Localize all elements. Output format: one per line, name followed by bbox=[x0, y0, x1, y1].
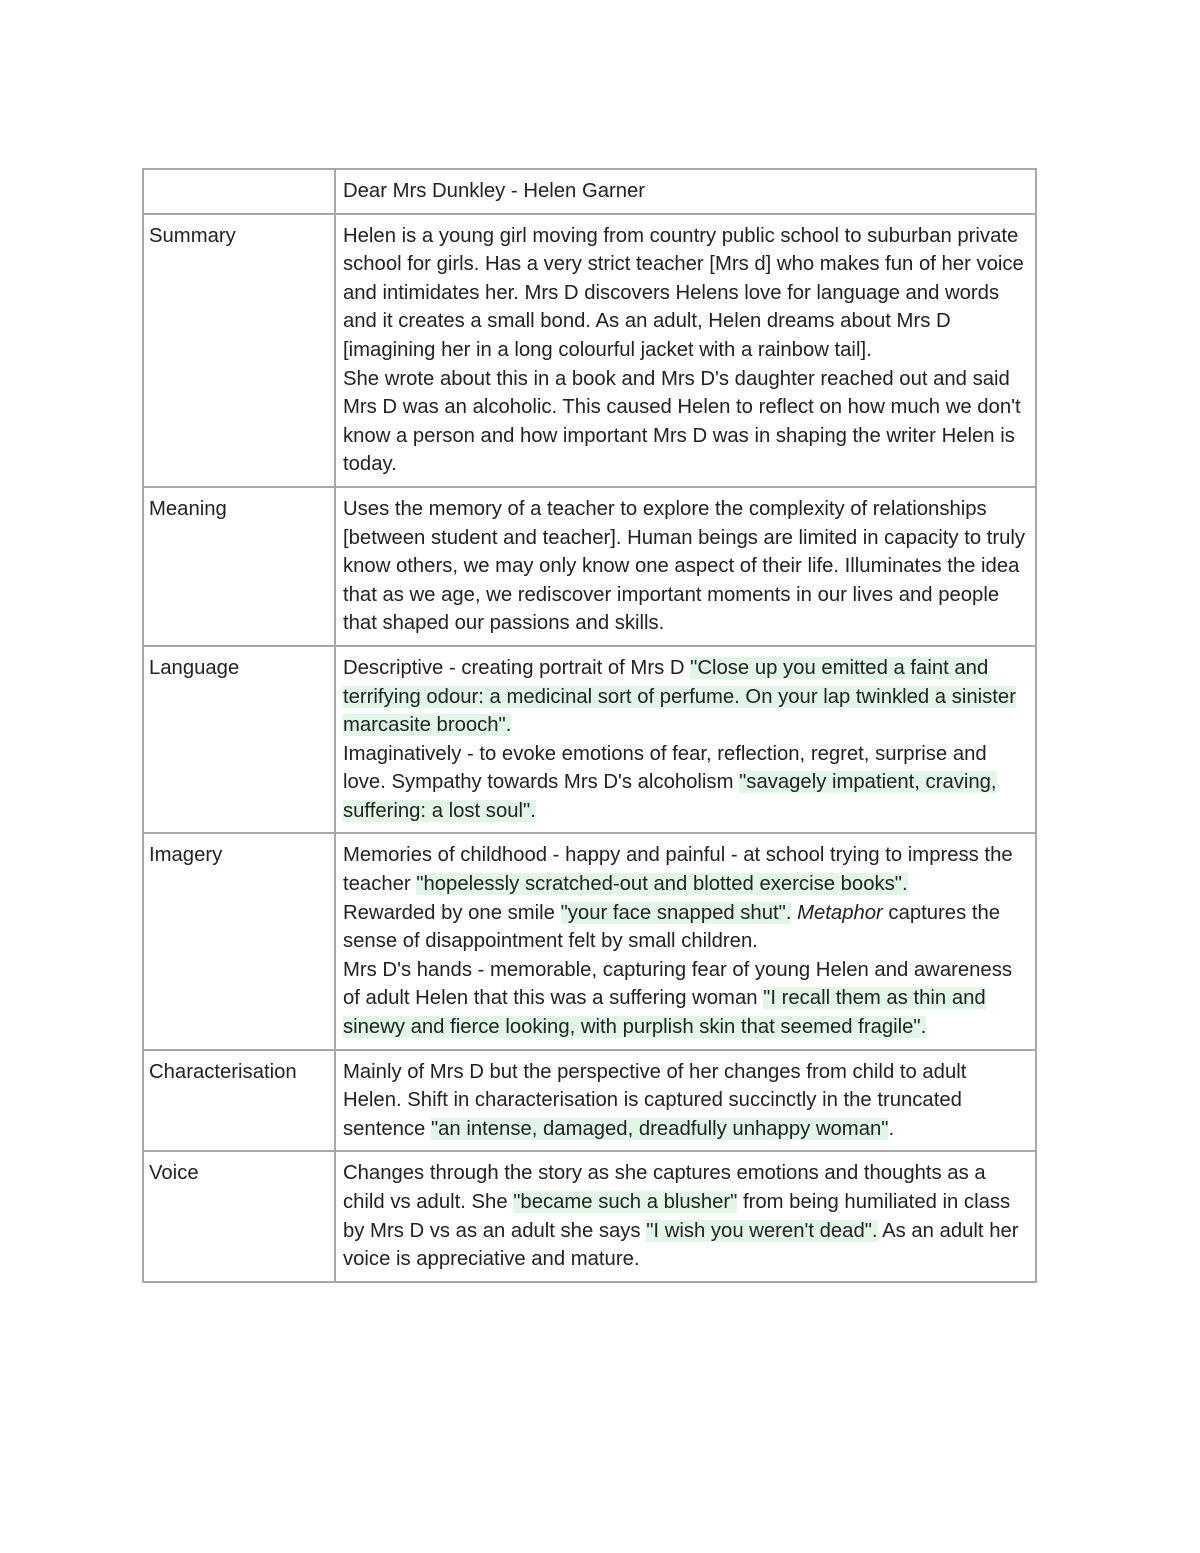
table-row-voice bbox=[143, 1151, 1036, 1281]
text-segment: Memories of childhood - happy and painful - at school trying to impress the teacher bbox=[343, 844, 1013, 896]
row-content bbox=[335, 833, 1036, 1049]
row-content bbox=[335, 487, 1036, 646]
content-paragraph bbox=[343, 495, 1029, 638]
text-segment: Imaginatively - to evoke emotions of fear, reflection, regret, surprise and love. Sympathy towards Mrs D's alcoholism bbox=[343, 742, 987, 794]
content-paragraph bbox=[343, 1159, 1029, 1273]
text-segment: As an adult her voice is appreciative and mature. bbox=[343, 1219, 1019, 1271]
table-row-characterisation bbox=[143, 1050, 1036, 1152]
row-content bbox=[335, 1050, 1036, 1152]
table-row-meaning bbox=[143, 487, 1036, 646]
notes-table bbox=[142, 168, 1037, 1283]
content-paragraph bbox=[343, 222, 1029, 365]
table-row-language bbox=[143, 646, 1036, 834]
row-content bbox=[335, 1151, 1036, 1281]
table-row-summary bbox=[143, 214, 1036, 487]
header-empty-cell bbox=[143, 169, 335, 214]
content-paragraph bbox=[343, 841, 1029, 898]
row-content bbox=[335, 646, 1036, 834]
row-content bbox=[335, 214, 1036, 487]
quote-highlight: "I recall them as thin and sinewy and fierce looking, with purplish skin that seemed fragile". bbox=[343, 987, 986, 1039]
row-label: Characterisation bbox=[143, 1050, 335, 1152]
document-title: Dear Mrs Dunkley - Helen Garner bbox=[335, 169, 1036, 214]
text-segment: captures the sense of disappointment felt by small children. bbox=[343, 901, 1001, 953]
text-segment: Mainly of Mrs D but the perspective of her changes from child to adult Helen. Shift in characterisation is captured succinctly in the truncated sentence bbox=[343, 1060, 967, 1140]
text-segment: Mrs D's hands - memorable, capturing fear of young Helen and awareness of adult Helen that this was a suffering woman bbox=[343, 958, 1012, 1010]
row-label: Imagery bbox=[143, 833, 335, 1049]
content-paragraph bbox=[343, 365, 1029, 479]
notes-table-body bbox=[143, 169, 1036, 1282]
content-paragraph bbox=[343, 899, 1029, 956]
text-segment: from being humiliated in class by Mrs D vs as an adult she says bbox=[343, 1191, 1011, 1242]
text-segment: Rewarded by one smile bbox=[343, 901, 561, 924]
row-label: Summary bbox=[143, 214, 335, 487]
content-paragraph bbox=[343, 654, 1029, 740]
italic-term: Metaphor bbox=[797, 901, 883, 924]
quote-highlight: "an intense, damaged, dreadfully unhappy woman" bbox=[430, 1117, 889, 1140]
text-segment: Descriptive - creating portrait of Mrs D bbox=[343, 656, 691, 679]
quote-highlight: "I wish you weren't dead". bbox=[646, 1219, 878, 1242]
content-paragraph bbox=[343, 956, 1029, 1042]
row-label: Meaning bbox=[143, 487, 335, 646]
row-label: Language bbox=[143, 646, 335, 834]
text-segment: Changes through the story as she captures emotions and thoughts as a child vs adult. She bbox=[343, 1162, 986, 1213]
row-label: Voice bbox=[143, 1151, 335, 1281]
quote-highlight: "hopelessly scratched-out and blotted exercise books". bbox=[416, 873, 908, 896]
quote-highlight: "savagely impatient, craving, suffering: a lost soul". bbox=[343, 771, 997, 822]
text-segment: She wrote about this in a book and Mrs D's daughter reached out and said Mrs D was an alcoholic. This caused Helen to reflect on how much we don't know a person and how important Mrs D was in shaping the writer Helen is today. bbox=[343, 367, 1021, 476]
table-row-imagery bbox=[143, 833, 1036, 1049]
quote-highlight: "Close up you emitted a faint and terrifying odour: a medicinal sort of perfume. On your lap twinkled a sinister marcasite brooch". bbox=[343, 656, 1016, 737]
content-paragraph bbox=[343, 1058, 1029, 1144]
table-header-row bbox=[143, 169, 1036, 214]
text-segment: Uses the memory of a teacher to explore the complexity of relationships [between student and teacher]. Human beings are limited in capacity to truly know others, we may only know one aspect of their life. Illuminates the idea that as we age, we rediscover important moments in our lives and people that shaped our passions and skills. bbox=[343, 497, 1026, 635]
text-segment: Helen is a young girl moving from country public school to suburban private school for girls. Has a very strict teacher [Mrs d] who makes fun of her voice and intimidates her. Mrs D discovers Helens love for language and words and it creates a small bond. As an adult, Helen dreams about Mrs D [imagining her in a long colourful jacket with a rainbow tail]. bbox=[343, 224, 1024, 361]
text-segment: . bbox=[888, 1117, 895, 1140]
quote-highlight: "your face snapped shut". bbox=[560, 901, 792, 924]
content-paragraph bbox=[343, 740, 1029, 826]
quote-highlight: "became such a blusher" bbox=[513, 1191, 738, 1213]
